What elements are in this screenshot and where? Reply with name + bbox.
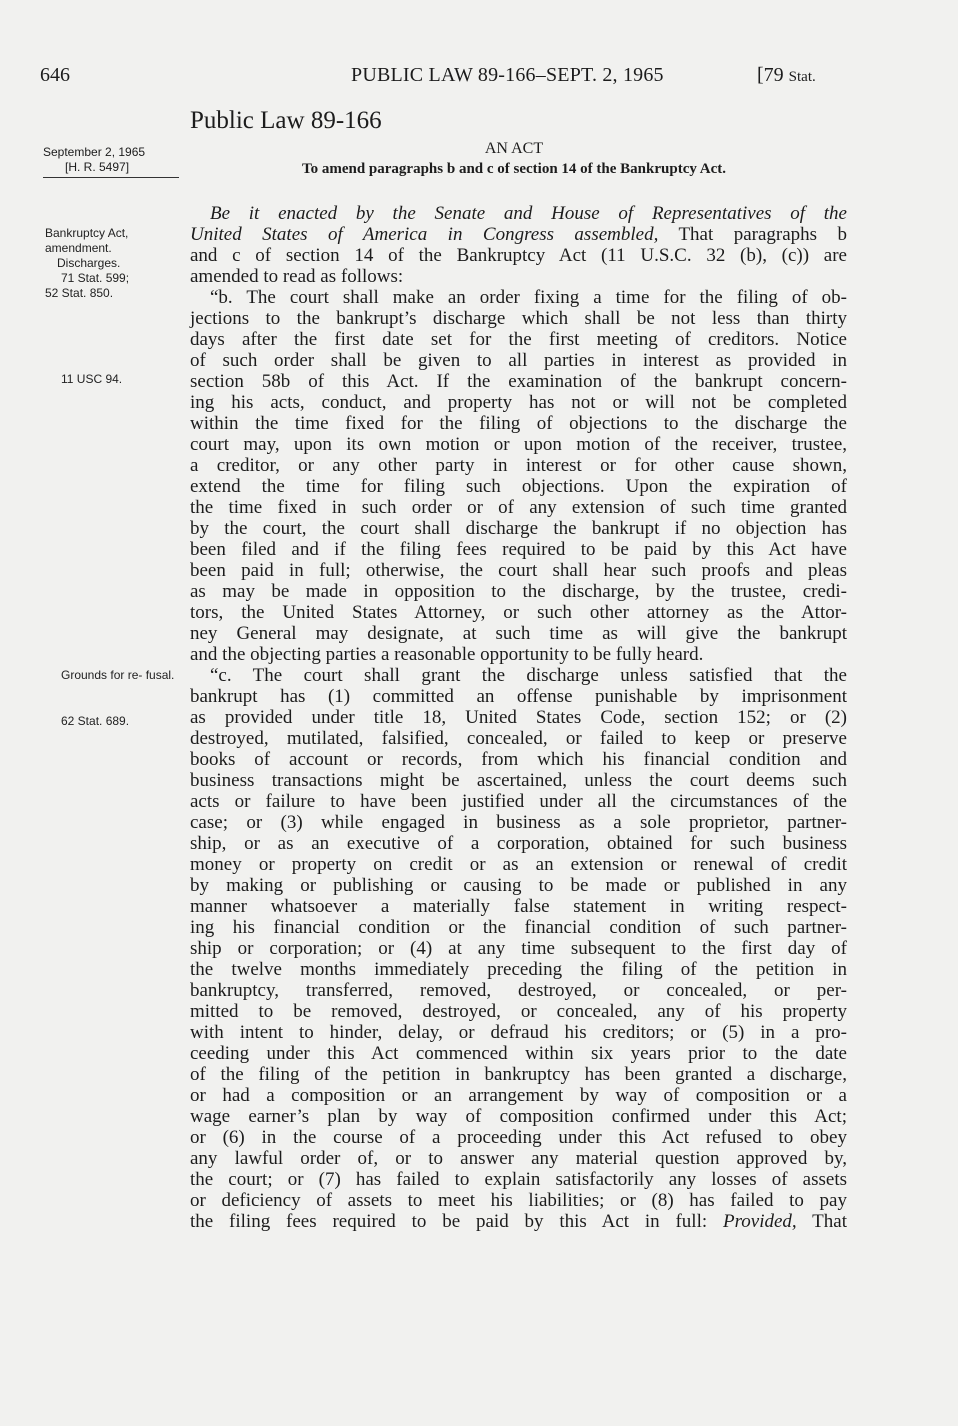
enacting-clause-line: amended to read as follows:	[190, 266, 404, 287]
margin-bill-number: [H. R. 5497]	[65, 160, 130, 174]
text-line: ney General may designate, at such time as will give the bankrupt	[190, 623, 847, 644]
final-line-text: the filing fees required to be paid by this Act in full:	[190, 1211, 723, 1232]
paragraph-c	[190, 665, 847, 1211]
text-line: as provided under title 18, United States Code, section 152; or (2)	[190, 707, 847, 728]
final-line-end: That	[796, 1211, 847, 1232]
page-number: 646	[40, 64, 70, 86]
text-line: destroyed, mutilated, falsified, concealed, or failed to keep or preserve	[190, 728, 847, 749]
text-line: bankruptcy, transferred, removed, destroyed, or concealed, or per-	[190, 980, 847, 1001]
enacting-clause-line	[190, 224, 847, 245]
text-line: within the time fixed for the filing of objections to the discharge the	[190, 413, 847, 434]
margin-note-bankruptcy	[45, 226, 185, 301]
text-line: ing his acts, conduct, and property has not or will not be completed	[190, 392, 847, 413]
text-line: any lawful order of, or to answer any material question approved by,	[190, 1148, 847, 1169]
margin-date: September 2, 1965	[43, 145, 146, 159]
text-line: of the filing of the petition in bankruptcy has been granted a discharge,	[190, 1064, 847, 1085]
margin-note-line: amendment.	[45, 241, 112, 255]
margin-note-line: 71 Stat. 599;	[61, 271, 130, 285]
enacting-clause-line	[190, 203, 847, 224]
text-line: or (6) in the course of a proceeding under this Act refused to obey	[190, 1127, 847, 1148]
text-line: been filed and if the filing fees required to be paid by this Act have	[190, 539, 847, 560]
text-line: bankrupt has (1) committed an offense punishable by imprisonment	[190, 686, 847, 707]
text-line: with intent to hinder, delay, or defraud his creditors; or (5) in a pro-	[190, 1022, 847, 1043]
text-line: or had a composition or an arrangement by way of composition or a	[190, 1085, 847, 1106]
text-line: days after the first date set for the first meeting of creditors. Notice	[190, 329, 847, 350]
text-line: a creditor, or any other party in interest or for other cause shown,	[190, 455, 847, 476]
text-line: by the court, the court shall discharge the bankrupt if no objection has	[190, 518, 847, 539]
enacting-text: That paragraphs b	[658, 224, 847, 245]
text-line: been paid in full; otherwise, the court shall hear such proofs and pleas	[190, 560, 847, 581]
text-line: wage earner’s plan by way of composition confirmed under this Act;	[190, 1106, 847, 1127]
stat-ref-prefix: [79	[757, 64, 789, 86]
text-line: ing his financial condition or the financial condition of such partner-	[190, 917, 847, 938]
act-label: AN ACT	[484, 140, 544, 157]
act-body	[190, 203, 847, 1232]
text-line: as may be made in opposition to the discharge, by the trustee, credi-	[190, 581, 847, 602]
law-title: Public Law 89-166	[190, 107, 382, 134]
text-line: the time fixed in such order or of any extension of such time granted	[190, 497, 847, 518]
text-line: case; or (3) while engaged in business as a sole proprietor, partner-	[190, 812, 847, 833]
final-line-italic: Provided,	[722, 1211, 797, 1232]
text-line: or deficiency of assets to meet his liabilities; or (8) has failed to pay	[190, 1190, 847, 1211]
text-line: by making or publishing or causing to be made or published in any	[190, 875, 847, 896]
final-line	[190, 1211, 847, 1232]
text-line: business transactions might be ascertained, unless the court deems such	[190, 770, 847, 791]
enacting-clause-line: and c of section 14 of the Bankruptcy Act (11 U.S.C. 32 (b), (c)) are	[190, 245, 847, 266]
running-title: PUBLIC LAW 89-166–SEPT. 2, 1965	[351, 64, 664, 86]
text-line: manner whatsoever a materially false statement in writing respect-	[190, 896, 847, 917]
text-line: the twelve months immediately preceding the filing of the petition in	[190, 959, 847, 980]
stat-reference	[757, 64, 816, 87]
margin-note-stat: 62 Stat. 689.	[61, 714, 130, 728]
text-line: books of account or records, from which his financial condition and	[190, 749, 847, 770]
text-line: mitted to be removed, destroyed, or concealed, any of his property	[190, 1001, 847, 1022]
text-line: “b. The court shall make an order fixing a time for the filing of ob-	[210, 287, 847, 308]
text-line: court may, upon its own motion or upon motion of the receiver, trustee,	[190, 434, 847, 455]
text-line: section 58b of this Act. If the examination of the bankrupt concern-	[190, 371, 847, 392]
enacting-italic: Be it enacted by the Senate and House of Representatives of the	[210, 203, 847, 224]
enacting-italic: United States of America in Congress assembled,	[190, 224, 659, 245]
text-line: acts or failure to have been justified under all the circumstances of the	[190, 791, 847, 812]
text-line: jections to the bankrupt’s discharge which shall be not less than thirty	[190, 308, 847, 329]
text-line: extend the time for filing such objections. Upon the expiration of	[190, 476, 847, 497]
margin-divider	[43, 177, 179, 178]
paragraph-b	[190, 287, 847, 665]
text-line: tors, the United States Attorney, or such other attorney as the Attor-	[190, 602, 847, 623]
margin-note-line: Bankruptcy Act,	[45, 226, 129, 240]
text-line: money or property on credit or as an extension or renewal of credit	[190, 854, 847, 875]
text-line: “c. The court shall grant the discharge unless satisfied that the	[210, 665, 847, 686]
text-line: of such order shall be given to all parties in interest as provided in	[190, 350, 847, 371]
margin-date-block	[43, 145, 145, 175]
text-line: and the objecting parties a reasonable opportunity to be fully heard.	[190, 644, 704, 665]
text-line: ship, or as an executive of a corporation, obtained for such business	[190, 833, 847, 854]
text-line: ship or corporation; or (4) at any time subsequent to the first day of	[190, 938, 847, 959]
margin-note-usc: 11 USC 94.	[61, 372, 123, 386]
margin-note-grounds: Grounds for re- fusal.	[61, 668, 175, 682]
act-subtitle: To amend paragraphs b and c of section 14 of the Bankruptcy Act.	[301, 161, 727, 177]
text-line: ceeding under this Act commenced within six years prior to the date	[190, 1043, 847, 1064]
text-line: the court; or (7) has failed to explain satisfactorily any losses of assets	[190, 1169, 847, 1190]
stat-ref-word: Stat.	[788, 69, 816, 85]
margin-note-line: Discharges.	[57, 256, 121, 270]
margin-note-line: 52 Stat. 850.	[45, 286, 114, 300]
